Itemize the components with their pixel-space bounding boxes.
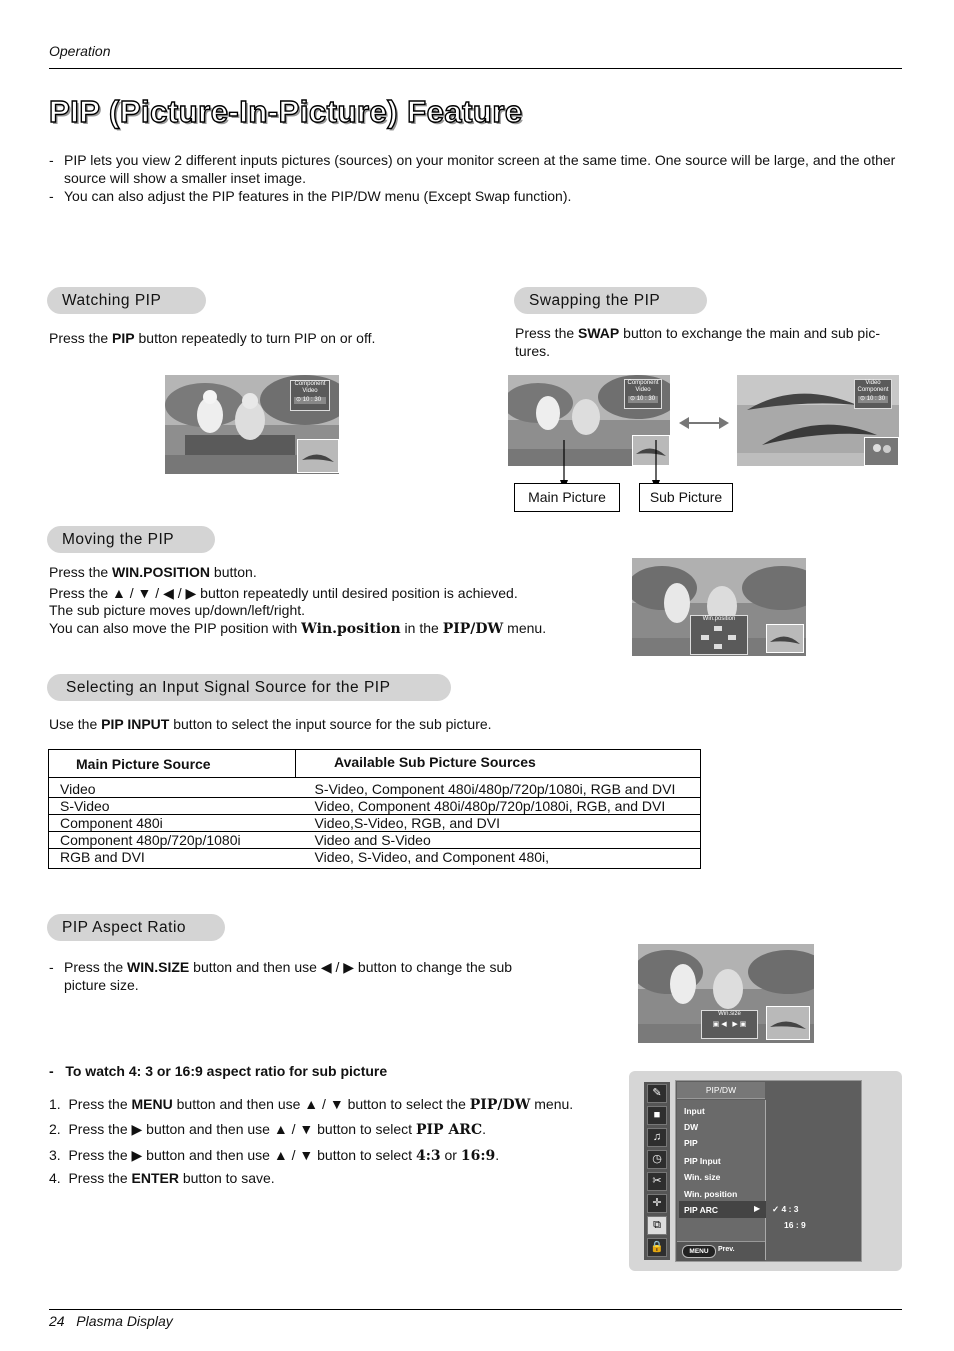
menu-title: PIP/DW [677, 1082, 765, 1099]
pip-dw-icon: ⧉ [647, 1216, 667, 1235]
menu-item-pip-input[interactable]: PIP Input [684, 1156, 721, 1166]
option-4-3[interactable]: ✓ 4 : 3 [772, 1204, 799, 1214]
pip-osd: Component Video ⊙ 10 : 30 [290, 380, 330, 411]
moving-line-1: Press the WIN.POSITION button. [49, 564, 257, 580]
table-row: Component 480p/720p/1080i Video and S-Video [49, 832, 701, 849]
table-row: Component 480i Video,S-Video, RGB, and DVI [49, 815, 701, 832]
swap-arrow-icon [679, 415, 729, 431]
watching-pip-heading: Watching PIP [47, 287, 206, 314]
moving-line-3: The sub picture moves up/down/left/right. [49, 602, 306, 618]
intro-text-1: PIP lets you view 2 different inputs pictures (sources) on your monitor screen at the same time. One source will be large, and the other source will show a smaller inset image. [64, 152, 896, 186]
submenu-arrow-icon: ▶ [754, 1204, 761, 1213]
table-row: S-Video Video, Component 480i/480p/720p/1080i, RGB, and DVI [49, 798, 701, 815]
sound-icon: ♫ [647, 1128, 667, 1147]
step-3: 3. Press the ▶ button and then use ▲ / ▼ button to select 4:3 or 16:9. [49, 1147, 500, 1164]
step-4: 4. Press the ENTER button to save. [49, 1170, 275, 1186]
swapping-pip-text: Press the SWAP button to exchange the main and sub pic-tures. [515, 325, 880, 359]
time-icon: ◷ [647, 1150, 667, 1169]
aspect-subheading: - To watch 4: 3 or 16:9 aspect ratio for sub picture [49, 1063, 388, 1079]
menu-item-win-position[interactable]: Win. position [684, 1189, 738, 1199]
footer-rule [49, 1309, 902, 1310]
menu-item-input[interactable]: Input [684, 1106, 705, 1116]
win-size-osd: Win.size ▣ ◀ ▶ ▣ [701, 1010, 758, 1039]
intro-text-2: You can also adjust the PIP features in the PIP/DW menu (Except Swap function). [64, 188, 572, 204]
selecting-input-heading: Selecting an Input Signal Source for the PIP [47, 674, 451, 701]
pip-osd: Video Component ⊙ 10 : 30 [854, 379, 892, 409]
pip-sub-picture [864, 437, 899, 466]
page-footer: 24 Plasma Display [49, 1313, 173, 1329]
moving-pip-photo [632, 558, 806, 656]
menu-icon-column [644, 1082, 670, 1260]
page-title: PIP (Picture-In-Picture) Feature [49, 94, 523, 129]
moving-pip-heading: Moving the PIP [47, 526, 215, 553]
sub-picture-label: Sub Picture [639, 483, 733, 512]
option-16-9[interactable]: 16 : 9 [784, 1220, 806, 1230]
step-1: 1. Press the MENU button and then use ▲ / ▼ button to select the PIP/DW menu. [49, 1096, 574, 1113]
swapping-pip-heading: Swapping the PIP [514, 287, 707, 314]
step-2: 2. Press the ▶ button and then use ▲ / ▼ button to select PIP ARC. [49, 1121, 486, 1138]
menu-item-win-size[interactable]: Win. size [684, 1172, 721, 1182]
picture-icon: ■ [647, 1106, 667, 1125]
source-table [48, 749, 701, 869]
menu-item-pip[interactable]: PIP [684, 1138, 698, 1148]
main-picture-label: Main Picture [514, 483, 620, 512]
check-icon: ✓ [772, 1204, 780, 1214]
menu-prev-text: Prev. [718, 1246, 735, 1253]
pip-sub-picture [766, 624, 804, 653]
menu-key-button[interactable]: MENU [682, 1245, 716, 1258]
pip-osd: Component Video ⊙ 10 : 30 [624, 379, 662, 409]
intro-item: - You can also adjust the PIP features in the PIP/DW menu (Except Swap function). [49, 187, 899, 205]
selecting-input-text: Use the PIP INPUT button to select the input source for the sub picture. [49, 716, 492, 732]
watching-pip-photo [165, 375, 339, 474]
special-icon: ✂ [647, 1172, 667, 1191]
win-position-osd: Win.position [690, 615, 748, 655]
menu-item-pip-arc[interactable]: PIP ARC [684, 1205, 719, 1215]
moving-line-2: Press the ▲ / ▼ / ◀ / ▶ button repeatedly until desired position is achieved. [49, 585, 518, 601]
table-header: Available Sub Picture Sources [296, 750, 701, 778]
table-row: Video S-Video, Component 480i/480p/720p/1080i, RGB and DVI [49, 778, 701, 798]
aspect-ratio-photo [638, 944, 814, 1043]
table-row: RGB and DVI Video, S-Video, and Component 480i, [49, 849, 701, 869]
pip-sub-picture [297, 439, 339, 473]
header-rule [49, 68, 902, 69]
lock-icon: 🔒 [647, 1238, 667, 1257]
table-header: Main Picture Source [49, 750, 296, 778]
setup-icon: ✎ [647, 1084, 667, 1103]
section-header: Operation [49, 43, 111, 59]
menu-item-dw[interactable]: DW [684, 1122, 699, 1132]
moving-line-4: You can also move the PIP position with Win.position in the PIP/DW menu. [49, 620, 547, 637]
intro-item: - PIP lets you view 2 different inputs pictures (sources) on your monitor screen at the same time. One source will be large, and the other source will show a smaller inset image. [49, 151, 899, 187]
pip-sub-picture [766, 1006, 810, 1040]
watching-pip-text: Press the PIP button repeatedly to turn PIP on or off. [49, 330, 376, 346]
aspect-ratio-heading: PIP Aspect Ratio [47, 914, 225, 941]
screen-icon: ✛ [647, 1194, 667, 1213]
swap-after-photo [737, 375, 899, 466]
